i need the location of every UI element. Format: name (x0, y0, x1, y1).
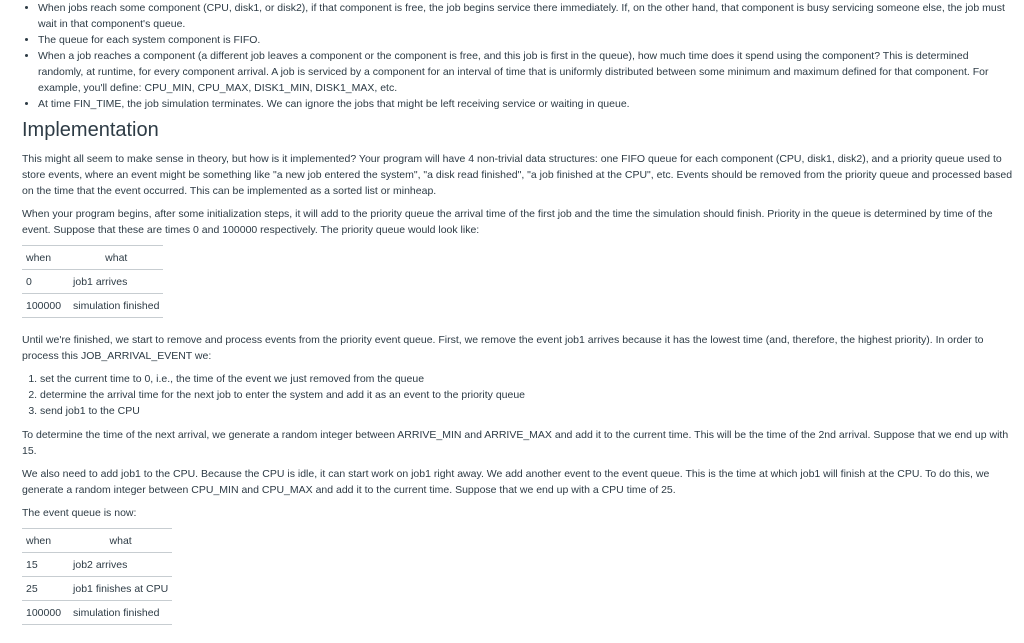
paragraph: To determine the time of the next arrival, we generate a random integer between ARRIVE_MIN and ARRIVE_MAX and add it to the current time. This will be the time of the 2nd arrival. Suppose that we end up with 15. (22, 429, 1009, 457)
table-header-row (22, 529, 172, 553)
cell-what: job1 arrives (69, 270, 163, 294)
bullet-list (22, 0, 1016, 112)
cell-when: 15 (22, 553, 69, 577)
step-item: 1. set the current time to 0, i.e., the time of the event we just removed from the queue (40, 371, 1016, 387)
table-row (22, 294, 163, 318)
table-row (22, 270, 163, 294)
cell-what: job2 arrives (69, 553, 172, 577)
cell-what: simulation finished (69, 601, 172, 625)
column-header-what: what (69, 246, 163, 270)
event-queue-table-1 (22, 245, 163, 318)
bullet-item: • When jobs reach some component (CPU, disk1, or disk2), if that component is free, the job begins service there immediately. If, on the other hand, that component is busy servicing someone else, the job must wait in that component's queue. (38, 0, 1016, 32)
table-row (22, 577, 172, 601)
event-queue-table-2 (22, 528, 172, 625)
cell-when: 25 (22, 577, 69, 601)
paragraph: The event queue is now: (22, 507, 137, 519)
column-header-what: what (69, 529, 172, 553)
section-heading: Implementation (22, 119, 159, 141)
paragraph: Until we're finished, we start to remove and process events from the priority event queue. First, we remove the event job1 arrives because it has the lowest time (and, therefore, the highest priority). In order to process this JOB_ARRIVAL_EVENT we: (22, 334, 984, 362)
steps-list (22, 371, 1016, 419)
column-header-when: when (22, 529, 69, 553)
cell-what: simulation finished (69, 294, 163, 318)
table-row (22, 553, 172, 577)
cell-when: 0 (22, 270, 69, 294)
cell-when: 100000 (22, 294, 69, 318)
column-header-when: when (22, 246, 69, 270)
bullet-item: • At time FIN_TIME, the job simulation terminates. We can ignore the jobs that might be left receiving service or waiting in queue. (38, 96, 1016, 112)
cell-what: job1 finishes at CPU (69, 577, 172, 601)
paragraph: We also need to add job1 to the CPU. Because the CPU is idle, it can start work on job1 right away. We add another event to the event queue. This is the time at which job1 will finish at the CPU. To do this, we generate a random integer between CPU_MIN and CPU_MAX and add it to the current time. Suppose that we end up with a CPU time of 25. (22, 468, 990, 496)
bullet-item: • The queue for each system component is FIFO. (38, 32, 1016, 48)
paragraph: This might all seem to make sense in theory, but how is it implemented? Your program will have 4 non-trivial data structures: one FIFO queue for each component (CPU, disk1, disk2), and a priority queue used to store events, where an event might be something like "a new job entered the system", "a disk read finished", "a job finished at the CPU", etc. Events should be removed from the priority queue and processed based on the time that the event occurred. This can be implemented as a sorted list or minheap. (22, 153, 1013, 197)
step-item: 3. send job1 to the CPU (40, 403, 1016, 419)
table-row (22, 601, 172, 625)
step-item: 2. determine the arrival time for the next job to enter the system and add it as an event to the priority queue (40, 387, 1016, 403)
cell-when: 100000 (22, 601, 69, 625)
bullet-item: • When a job reaches a component (a different job leaves a component or the component is free, and this job is first in the queue), how much time does it spend using the component? This is determined randomly, at runtime, for every component arrival. A job is serviced by a component for an interval of time that is uniformly distributed between some minimum and maximum defined for that component. For example, you'll define: CPU_MIN, CPU_MAX, DISK1_MIN, DISK1_MAX, etc. (38, 48, 1016, 96)
paragraph: When your program begins, after some initialization steps, it will add to the priority queue the arrival time of the first job and the time the simulation should finish. Priority in the queue is determined by time of the event. Suppose that these are times 0 and 100000 respectively. The priority queue would look like: (22, 208, 993, 236)
table-header-row (22, 246, 163, 270)
